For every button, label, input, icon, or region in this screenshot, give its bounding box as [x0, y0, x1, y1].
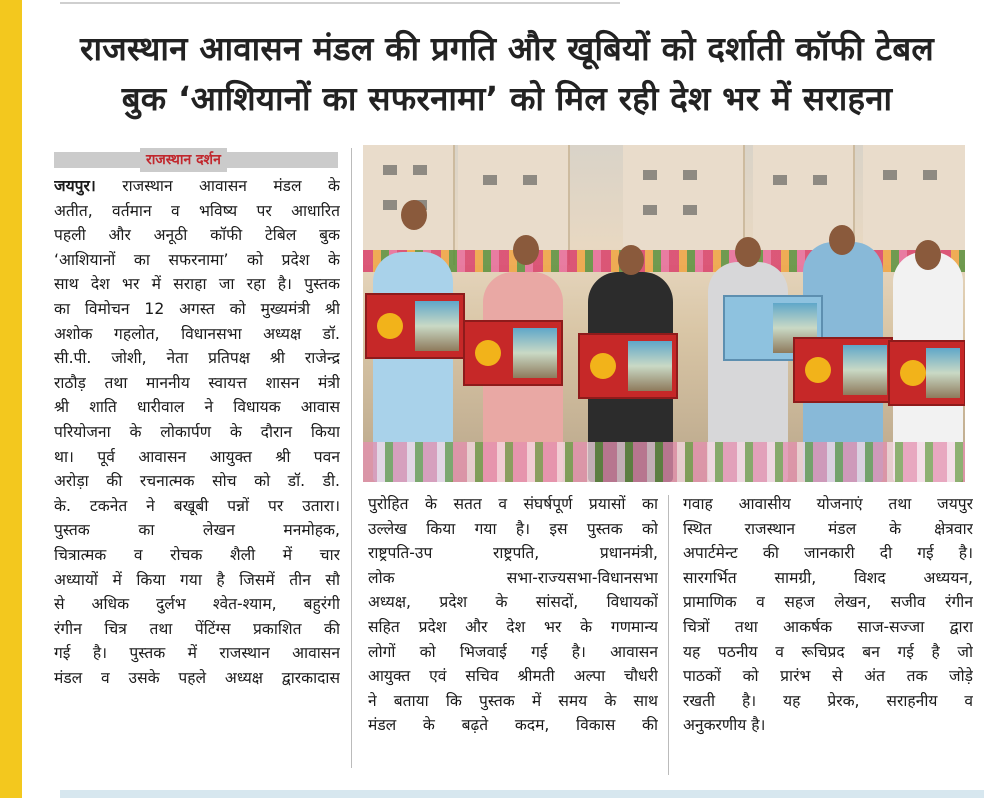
column-line: चित्रों तथा आकर्षक साज-सज्जा द्वारा	[683, 617, 973, 636]
book-copy	[578, 333, 678, 399]
column-line: परियोजना के लोकार्पण के दौरान किया	[54, 422, 340, 441]
column-line: अध्यायों में किया गया है जिसमें तीन सौ	[54, 570, 340, 589]
book-copy	[365, 293, 465, 359]
column-line: मंडल के बढ़ते कदम, विकास की	[368, 716, 658, 735]
column-divider	[351, 148, 352, 768]
column-line: साथ देश भर में सराहा जा रहा है। पुस्तक	[54, 275, 340, 294]
column-line: पुरोहित के सतत व संघर्षपूर्ण प्रयासों का	[368, 495, 658, 513]
column-line: राठौड़ तथा माननीय स्वायत्त शासन मंत्री	[54, 373, 340, 392]
column-line: लोगों को भिजवाई गई है। आवासन	[368, 642, 658, 661]
column-line: लोक सभा-राज्यसभा-विधानसभा	[368, 568, 658, 587]
column-line: ने बताया कि पुस्तक में समय के साथ	[368, 691, 658, 710]
column-line: रंगीन चित्र तथा पेंटिंग्स प्रकाशित की	[54, 619, 340, 638]
column-line: अनुकरणीय है।	[683, 716, 766, 735]
column-line: पुस्तक का लेखन मनमोहक,	[54, 521, 340, 540]
column-line: का विमोचन 12 अगस्त को मुख्यमंत्री श्री	[54, 299, 340, 318]
column-line: था। पूर्व आवासन आयुक्त श्री पवन	[54, 447, 340, 466]
column-line: श्री शाति धारीवाल ने विधायक आवास	[54, 398, 340, 417]
book-copy	[793, 337, 893, 403]
column-line: के. टकनेत ने बखूबी पन्नों पर उतारा।	[54, 496, 340, 515]
bottom-band	[60, 790, 984, 798]
column-line: अपार्टमेन्ट की जानकारी दी गई है।	[683, 544, 973, 563]
book-copy	[888, 340, 965, 406]
article-column-3	[683, 492, 973, 738]
column-line: अरोड़ा की रचनात्मक सोच को डॉ. डी.	[54, 472, 340, 491]
column-line: आयुक्त एवं सचिव श्रीमती अल्पा चौधरी	[368, 667, 658, 686]
article-column-1	[54, 174, 340, 690]
dateline: जयपुर।	[54, 177, 96, 195]
column-line: सारगर्भित सामग्री, विशद अध्ययन,	[683, 568, 973, 587]
column-line: पाठकों को प्रारंभ से अंत तक जोड़े	[683, 667, 973, 686]
section-label: राजस्थान दर्शन	[140, 148, 227, 172]
column-line: उल्लेख किया गया है। इस पुस्तक को	[368, 519, 658, 538]
book-launch-photo	[363, 145, 965, 482]
column-line: अतीत, वर्तमान व भविष्य पर आधारित	[54, 201, 340, 220]
column-line: यह पठनीय व रूचिप्रद बन गई है जो	[683, 642, 973, 661]
column-line: पहली और अनूठी कॉफी टेबिल बुक	[54, 226, 340, 245]
column-line: ‘आशियानों का सफरनामा’ को प्रदेश के	[54, 250, 340, 269]
headline-line-1: राजस्थान आवासन मंडल की प्रगति और खूबियों को दर्शाती कॉफी टेबल	[80, 29, 934, 68]
column-line: गई है। पुस्तक में राजस्थान आवासन	[54, 644, 340, 663]
book-copy	[463, 320, 563, 386]
column-line: से अधिक दुर्लभ श्वेत-श्याम, बहुरंगी	[54, 595, 340, 614]
column-line: प्रामाणिक व सहज लेखन, सजीव रंगीन	[683, 593, 973, 612]
column-line: मंडल व उसके पहले अध्यक्ष द्वारकादास	[54, 668, 340, 687]
column-line: राष्ट्रपति-उप राष्ट्रपति, प्रधानमंत्री,	[368, 544, 658, 563]
column-line: रखती है। यह प्रेरक, सराहनीय व	[683, 691, 973, 710]
column-line: स्थित राजस्थान मंडल के क्षेत्रवार	[683, 519, 973, 538]
column-line: चित्रात्मक व रोचक शैली में चार	[54, 545, 340, 564]
column-line: अध्यक्ष, प्रदेश के सांसदों, विधायकों	[368, 593, 658, 612]
column-line: जयपुर। राजस्थान आवासन मंडल के	[54, 177, 340, 195]
top-rule	[60, 2, 620, 4]
column-line: अशोक गहलोत, विधानसभा अध्यक्ष डॉ.	[54, 324, 340, 343]
headline-line-2: बुक ‘आशियानों का सफरनामा’ को मिल रही देश भर में सराहना	[121, 79, 893, 118]
flower-arrangement	[363, 442, 965, 482]
article-column-2	[368, 492, 658, 738]
headline	[42, 24, 972, 124]
left-yellow-bar	[0, 0, 22, 798]
column-line: सी.पी. जोशी, नेता प्रतिपक्ष श्री राजेन्द्र	[54, 349, 340, 368]
column-line: गवाह आवासीय योजनाएं तथा जयपुर	[683, 495, 973, 513]
column-divider	[668, 495, 669, 775]
column-line: सहित प्रदेश और देश भर के गणमान्य	[368, 617, 658, 636]
